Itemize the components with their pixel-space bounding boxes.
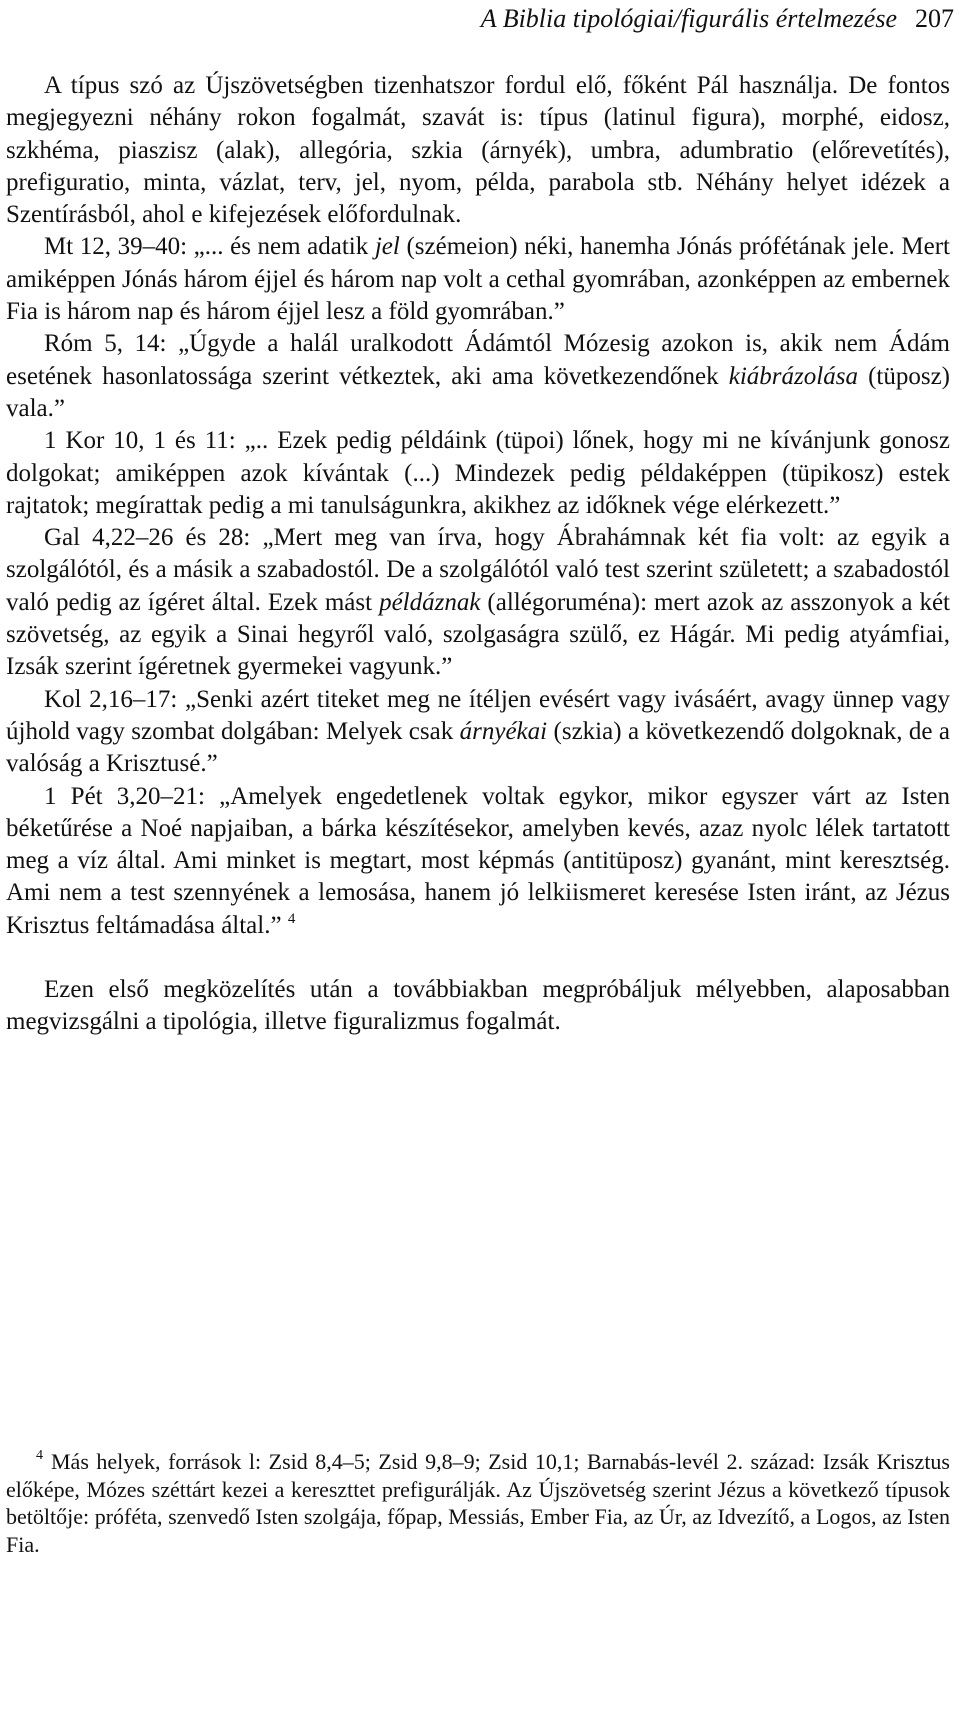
paragraph-intro: A típus szó az Újszövetségben tizenhatszor fordul elő, főként Pál használja. De fontos megjegyezni néhány rokon fogalmát, szavát is: típus (latinul figura), morphé, eidosz, szkhéma, piaszisz (alak), allegória, szkia (árnyék), umbra, adumbratio (előrevetítés), prefiguratio, minta, vázlat, terv, jel, nyom, példa, parabola stb. Néhány helyet idézek a Szentírásból, ahol e kifejezések előfordulnak. xyxy=(6,72,950,229)
mt-text-a: Mt 12, 39–40: „... és nem adatik xyxy=(44,233,375,261)
footnote-body xyxy=(6,1448,950,1558)
paragraph-kol-quote xyxy=(6,684,950,781)
main-text xyxy=(6,70,950,1039)
mt-text-b: (szémeion) néki, hanemha Jónás prófétának jele. Mert amiképpen Jónás három éjjel és három nap volt a cethal gyomrában, azonképpen az embernek Fia is három nap és három éjjel lesz a föld gyomrában.” xyxy=(6,233,950,326)
gal-text-a: Gal 4,22–26 és 28: „Mert meg van írva, hogy Ábrahámnak két fia volt: az egyik a szolgálótól, és a másik a szabadostól. De a szolgálótól való test szerint született; a szabadostól való pedig az ígéret által. Ezek mást xyxy=(6,524,950,616)
paragraph-rom-quote xyxy=(6,328,950,425)
paragraph-pet-quote xyxy=(6,781,950,942)
running-title: A Biblia tipológiai/figurális értelmezése xyxy=(480,4,897,33)
rom-text-a: Róm 5, 14: „Úgyde a halál uralkodott Ádámtól Mózesig azokon is, akik nem Ádám esetének hasonlatossága szerint vétkeztek, aki ama következendőnek xyxy=(6,330,950,390)
gal-text-b: (allégoruména): mert azok az asszonyok a két szövetség, az egyik a Sinai hegyről való, szolgaságra szülő, ez Hágár. Mi pedig atyámfiai, Izsák szerint ígéretnek gyermekei vagyunk.” xyxy=(6,588,950,681)
rom-emphasis: kiábrázolása xyxy=(728,362,858,390)
kol-text-b: (szkia) a következendő dolgoknak, de a valóság a Krisztusé.” xyxy=(6,717,950,778)
paragraph-closing: Ezen első megközelítés után a továbbiakban megpróbáljuk mélyebben, alaposabban megvizsgálni a tipológia, illetve figuralizmus fogalmát. xyxy=(6,976,950,1036)
kol-text-a: Kol 2,16–17: „Senki azért titeket meg ne ítéljen evésért vagy ivásáért, avagy ünnep vagy újhold vagy szombat dolgában: Melyek csak xyxy=(6,685,950,745)
running-header xyxy=(481,4,954,34)
footnote-marker: 4 xyxy=(36,1448,43,1463)
rom-text-b: (tüposz) vala.” xyxy=(6,362,951,422)
mt-emphasis: jel xyxy=(374,233,400,261)
footnote-text: Más helyek, források l: Zsid 8,4–5; Zsid 9,8–9; Zsid 10,1; Barnabás-levél 2. század: Izsák Krisztus előképe, Mózes széttárt kezei a kereszttet prefigurálják. Az Újszövetség szerint Jézus a következő típusok betöltője: próféta, szenvedő Isten szolgája, főpap, Messiás, Ember Fia, az Úr, az Idvezítő, a Logos, az Isten Fia. xyxy=(6,1449,950,1557)
paragraph-kor-quote: 1 Kor 10, 1 és 11: „.. Ezek pedig példáink (tüpoi) lőnek, hogy mi ne kívánjunk gonosz dolgokat; amiképpen azok kívántak (...) Mindezek pedig példaképpen (tüpikosz) estek rajtatok; megírattak pedig a mi tanulságunkra, akikhez az időknek vége elérkezett.” xyxy=(6,427,950,519)
page-number: 207 xyxy=(915,4,954,33)
paragraph-gal-quote xyxy=(6,522,950,683)
gal-emphasis: példáznak xyxy=(379,588,481,616)
footnote xyxy=(6,1448,950,1558)
paragraph-mt-quote xyxy=(6,231,950,328)
footnote-reference[interactable]: 4 xyxy=(287,910,296,927)
pet-text: 1 Pét 3,20–21: „Amelyek engedetlenek voltak egykor, mikor egyszer várt az Isten béketűrése a Noé napjaiban, a bárka készítésekor, amelyben kevés, azaz nyolc lélek tartatott meg a víz által. Ami minket is megtart, most képmás (antitüposz) gyanánt, mint keresztség. Ami nem a test szennyének a lemosása, hanem jó lelkiismeret keresése Isten iránt, az Jézus Krisztus feltámadása által.” xyxy=(6,782,950,939)
kol-emphasis: árnyékai xyxy=(459,717,548,745)
